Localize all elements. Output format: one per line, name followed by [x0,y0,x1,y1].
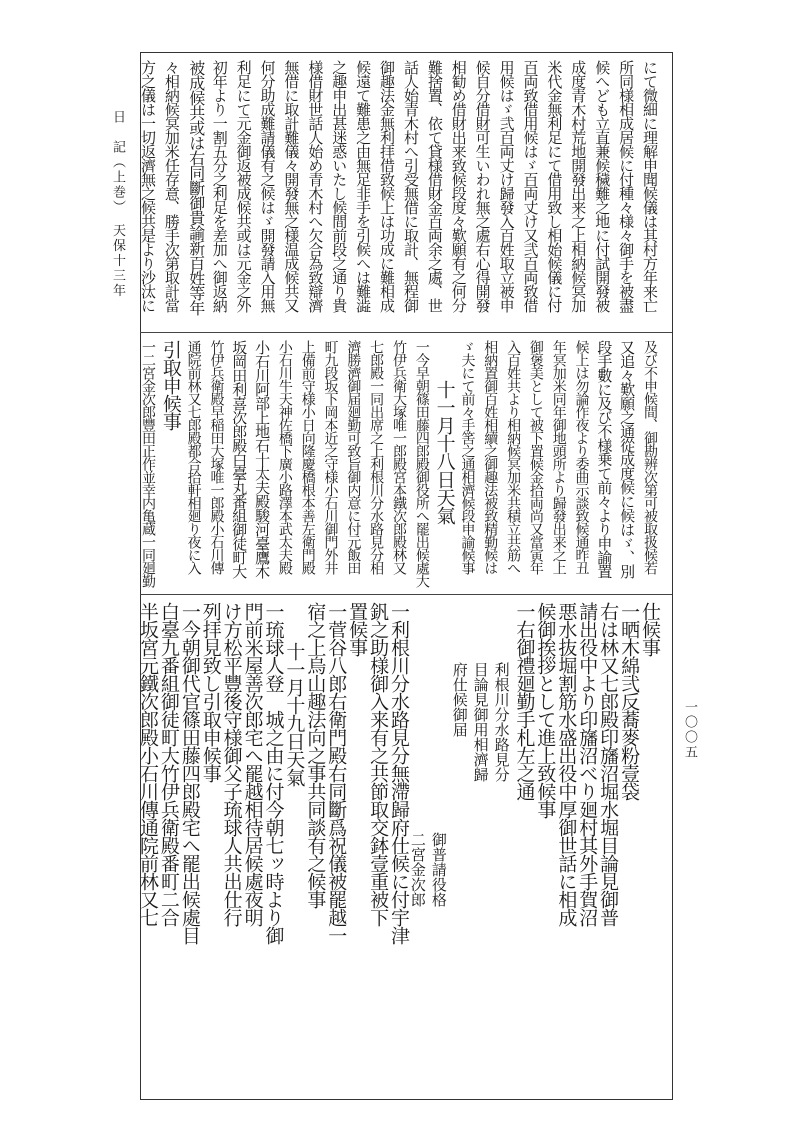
frame-right-rule [672,52,673,1100]
text-column: 初年より一割五分之利足を差加へ御返納 [210,60,229,312]
text-column: 門前米屋善次郎宅へ罷越相待居候處夜明 [241,602,264,926]
text-column: 一晒木綿弐反蕎麥粉壹袋 [618,602,641,800]
text-column: 坂岡田利喜次郎殿白臺丸番組御徒町大 [230,340,249,578]
text-column: 及び不申候間、御勘辨次第可被取扱候若 [642,340,658,574]
text-column: 仕候事 [639,602,661,656]
text-column: け方松平豐後守様御父子琉球人共出仕行 [220,602,243,926]
text-column: 請出役中より印旛沼べり廻村其外手賀沼 [576,602,599,926]
text-column: 成度青木村荒地開發出来之上相納候冥加 [569,60,588,312]
frame-top-rule [140,52,672,53]
text-column: 竹伊兵衛殿早稲田大塚唯一郎殿小石川傳 [208,340,225,574]
text-column: 御趣法金無利拝借致候上は功成に難相成 [378,60,397,312]
running-title: 日 記（上巻） 天保十三年 [110,110,125,299]
text-column: 又追々歎願之通從成度候に候はゞ、別 [618,340,637,578]
text-column: 利足にて元金御返被成候共或は元金之外 [234,60,253,312]
text-column: 之趣申出甚迷惑いたし候間前段之通り貴 [330,60,349,312]
text-column: 難捨置、依て貸様借財金百両余之處、世 [425,60,444,312]
text-column: 二宮金次郎 [408,832,427,907]
text-column: 十一月十八日天氣 [433,380,456,524]
text-column: 一二宮金次郎豐田正作並幸内亀蔵一同廻勤 [140,340,156,587]
text-column: 通院前林又七郎殿都合拾軒相廻り夜に入 [185,340,202,574]
text-column: 釩之助様御入来有之共節取交鉢壹重被下 [367,602,390,926]
text-column: 所同様相成居候に付種々様々御手を被盡 [617,60,636,312]
text-column: 米代金無利足にて借用致し相始候儀に付 [545,60,564,312]
text-column: 右は林又七郎殿印旛沼堀水堀目論見御普 [597,602,620,926]
text-column: 置候事 [346,602,369,656]
page-number: 一〇〇五 [682,700,697,760]
text-column: ゞ夫にて前々手筈之通相濟候段申諭候事 [459,340,476,574]
text-column: 候上は勿論作夜より委曲示談致候通昨丑 [573,340,590,574]
text-column: 相勧め借財出来致候段度々歎願有之何分 [449,60,468,312]
text-column: 一琉球人登 城之由に付今朝七ッ時より御 [262,602,285,944]
text-column: 々相納候冥加米任存意、勝手次第取計當 [162,60,181,312]
text-column: 方之儀は一切返濟無之候共是より沙汰に [139,60,157,312]
text-column: 候遠て難患之由無足非手を引候へは難澁 [354,60,373,312]
frame-bottom-rule [140,1099,672,1100]
text-column: 御普請役格 [429,832,448,907]
text-column: 引取申候事 [159,340,182,430]
text-column: 候御挨拶として進上致候事 [534,602,557,818]
text-column: 竹伊兵衛大塚唯一郎殿宮本鐵次郎殿林又 [391,340,407,574]
text-column: 小石川牛天神佐橋下廣小路澤本武太夫殿 [276,340,293,574]
text-column: 悪水抜堀割筋水盛出役中厚御世話に相成 [555,602,578,926]
text-column: 目論見御用相濟歸 [471,662,490,782]
text-column: 一利根川分水路見分無滯歸府仕候に付宇津 [388,602,410,944]
text-column: 濟勝濟御届廻勤可致旨御内意に付元飯田 [345,340,362,574]
text-column: 年冥加米同年御地頭所より歸發出来之上 [550,340,567,574]
text-column: 候へども立直兼候穢難之地に付試開發被 [593,60,612,312]
text-column: 相納置御百姓相續之御趣法被致精勤候は [482,340,499,574]
text-column: 御褒美として被下置候金拾両尚又當寅年 [527,340,544,574]
panel-divider-upper [140,332,672,333]
text-column: 七郎殿一同出席之上利根川分水路見分相 [368,340,385,574]
text-column: 白臺九番組御徒町大竹伊兵衛殿番町二合 [157,602,180,926]
text-column: 十一月十九日天氣 [283,642,306,786]
text-column: 一菅谷八郎右衛門殿右同斷爲祝儀被罷越一 [325,602,348,944]
text-column: 一右御禮廻勤手札左之通 [513,602,536,800]
text-column: 百両致借用候はゞ百両丈け又弐百両致借 [521,60,540,312]
text-column: 候自分借財可生いわれ無之處右心得開發 [473,60,492,312]
text-column: 入百姓共より相納候冥加米共積立共筋へ [505,340,522,574]
text-column: 半坂宮元鐵次郎殿小石川傳通院前林又七 [137,602,159,926]
text-column: 町九段坂下岡本近之守様小石川御門外井 [322,340,339,574]
text-column: 用候はゞ弐百両丈け歸發入百姓取立被申 [497,60,516,312]
text-column: 利根川分水路見分 [492,662,511,782]
text-column: 小石川阿部上地石十太夫殿駿河臺鷹木 [253,340,272,578]
text-column: にて微細に理解申聞候儀は其村方年来亡 [641,60,659,312]
text-column: 無借に取計難儀々開發無之様温成候共又 [282,60,301,312]
panel-divider-lower [140,594,672,595]
text-column: 何分助成難請儀有之候はゞ開發請入用無 [258,60,277,312]
text-column: 上備前守様小日向隆慶橋根本善左衛門殿 [299,340,316,574]
text-column: 被成候共或は右同斷御貴諭新百姓等年 [186,60,206,315]
text-column: 話人始青木村へ引受無借に取計、無程御 [401,60,420,312]
text-column: 宿之上烏山趣法向之事共同談有之候事 [304,602,327,908]
text-column: 一今朝御代官篠田藤四郎殿宅へ罷出候處目 [178,602,201,944]
text-column: 府仕候御届 [450,662,469,737]
text-column: 様借財世話人始め青木村へ欠合為致辯濟 [306,60,325,312]
text-column: 列拝見致し引取申候事 [199,602,222,782]
text-column: 段手數に及び不様乗て前々より申諭置 [595,340,614,578]
text-column: 一今早朝篠田藤四郎殿御役所へ罷出候處大 [413,340,430,587]
